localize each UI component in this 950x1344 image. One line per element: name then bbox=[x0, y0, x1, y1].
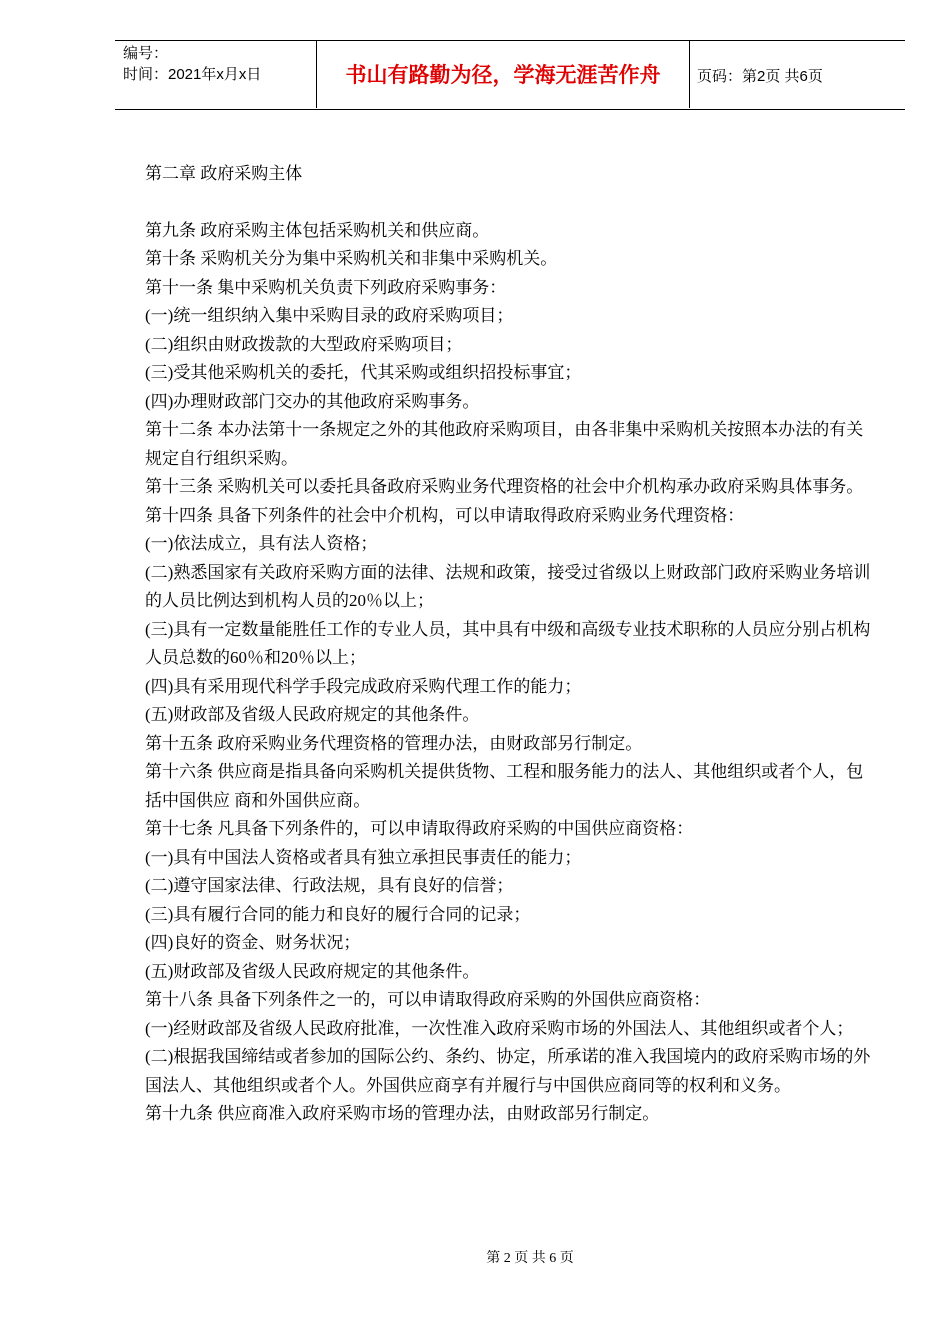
paragraph: 第十条 采购机关分为集中采购机关和非集中采购机关。 bbox=[145, 249, 558, 268]
paragraph-list bbox=[145, 217, 880, 1129]
paragraph: 第十二条 本办法第十一条规定之外的其他政府采购项目，由各非集中采购机关按照本办法的有关规定自行组织采购。 bbox=[145, 420, 864, 468]
paragraph: (一)经财政部及省级人民政府批准，一次性准入政府采购市场的外国法人、其他组织或者个人； bbox=[145, 1018, 854, 1038]
paragraph: 第十三条 采购机关可以委托具备政府采购业务代理资格的社会中介机构承办政府采购具体事务。 bbox=[145, 477, 864, 496]
paragraph: 第十七条 凡具备下列条件的，可以申请取得政府采购的中国供应商资格： bbox=[145, 819, 694, 838]
paragraph: (一)具有中国法人资格或者具有独立承担民事责任的能力； bbox=[145, 847, 582, 867]
header-time-label: 时间：2021年x月x日 bbox=[123, 66, 262, 83]
paragraph: 第十八条 具备下列条件之一的，可以申请取得政府采购的外国供应商资格： bbox=[145, 990, 711, 1009]
paragraph: 第十九条 供应商准入政府采购市场的管理办法，由财政部另行制定。 bbox=[145, 1104, 660, 1123]
paragraph: (五)财政部及省级人民政府规定的其他条件。 bbox=[145, 705, 480, 724]
chapter-title: 第二章 政府采购主体 bbox=[145, 164, 303, 183]
paragraph: (四)良好的资金、财务状况； bbox=[145, 933, 361, 952]
paragraph: (一)统一组织纳入集中采购目录的政府采购项目； bbox=[145, 306, 514, 325]
header-meta bbox=[123, 43, 318, 85]
paragraph: (二)遵守国家法律、行政法规，具有良好的信誉； bbox=[145, 876, 514, 895]
paragraph: (四)办理财政部门交办的其他政府采购事务。 bbox=[145, 391, 480, 411]
page-header bbox=[115, 40, 905, 110]
paragraph: (五)财政部及省级人民政府规定的其他条件。 bbox=[145, 961, 480, 981]
header-page-label: 页码：第2页 共6页 bbox=[697, 67, 823, 85]
paragraph: (一)依法成立，具有法人资格； bbox=[145, 534, 378, 553]
paragraph: (二)熟悉国家有关政府采购方面的法律、法规和政策，接受过省级以上财政部门政府采购业务培训的人员比例达到机构人员的20％以上； bbox=[145, 562, 871, 610]
paragraph: (二)根据我国缔结或者参加的国际公约、条约、协定，所承诺的准入我国境内的政府采购市场的外国法人、其他组织或者个人。外国供应商享有并履行与中国供应商同等的权利和义务。 bbox=[145, 1047, 871, 1095]
paragraph: (四)具有采用现代科学手段完成政府采购代理工作的能力； bbox=[145, 676, 582, 696]
paragraph: 第十四条 具备下列条件的社会中介机构，可以申请取得政府采购业务代理资格： bbox=[145, 505, 745, 525]
page-footer: 第 2 页 共 6 页 bbox=[486, 1251, 574, 1266]
document-body bbox=[145, 160, 880, 1129]
paragraph: (三)具有一定数量能胜任工作的专业人员，其中具有中级和高级专业技术职称的人员应分别占机构人员总数的60％和20％以上； bbox=[145, 619, 871, 667]
header-motto: 书山有路勤为径，学海无涯苦作舟 bbox=[316, 40, 690, 108]
paragraph: 第九条 政府采购主体包括采购机关和供应商。 bbox=[145, 220, 490, 240]
paragraph: (三)受其他采购机关的委托，代其采购或组织招投标事宜； bbox=[145, 363, 582, 382]
paragraph: (三)具有履行合同的能力和良好的履行合同的记录； bbox=[145, 904, 531, 924]
paragraph: 第十一条 集中采购机关负责下列政府采购事务： bbox=[145, 277, 507, 297]
paragraph: (二)组织由财政拨款的大型政府采购项目； bbox=[145, 334, 463, 354]
paragraph: 第十五条 政府采购业务代理资格的管理办法，由财政部另行制定。 bbox=[145, 733, 643, 753]
header-number-label: 编号： bbox=[123, 45, 169, 62]
paragraph: 第十六条 供应商是指具备向采购机关提供货物、工程和服务能力的法人、其他组织或者个人，包括中国供应 商和外国供应商。 bbox=[145, 762, 864, 810]
